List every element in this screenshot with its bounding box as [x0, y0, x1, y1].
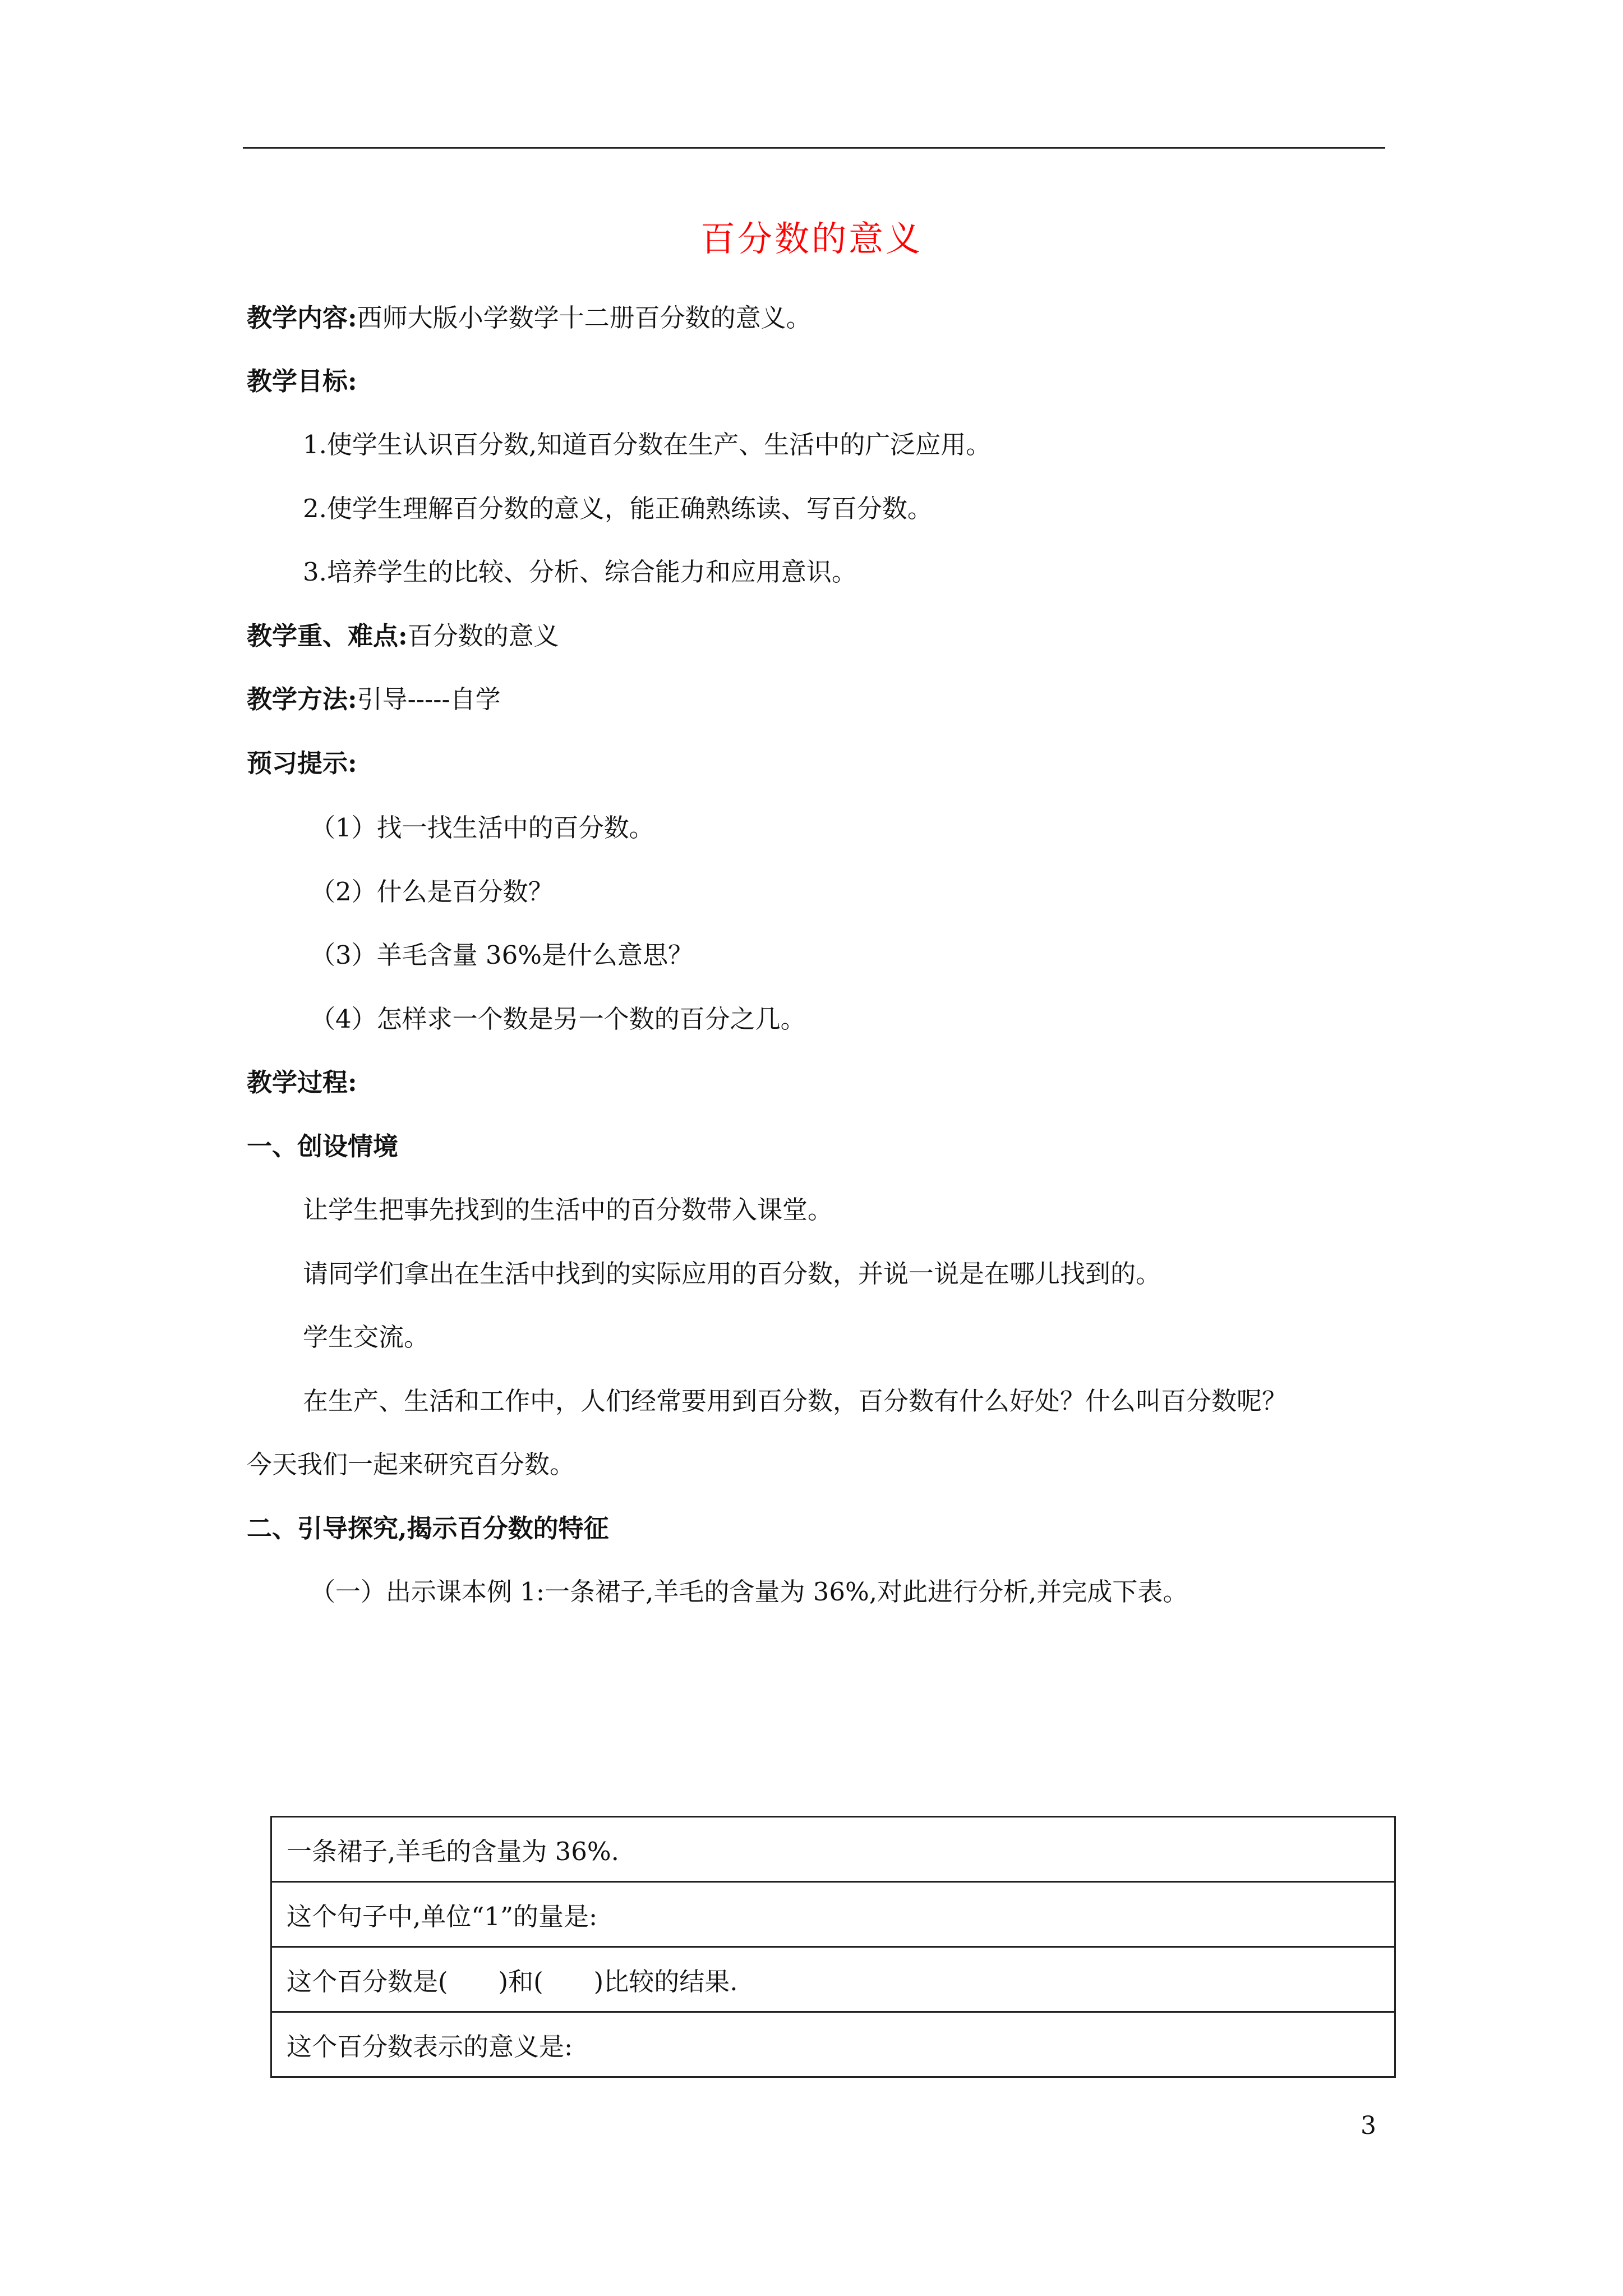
header-rule	[243, 147, 1385, 149]
section-one-paragraph: 请同学们拿出在生活中找到的实际应用的百分数，并说一说是在哪儿找到的。	[303, 1259, 1161, 1289]
table-cell: 这个百分数是( )和( )比较的结果.	[271, 1947, 1395, 2012]
section-one-paragraph: 让学生把事先找到的生活中的百分数带入课堂。	[303, 1195, 833, 1225]
section-two-intro: （一）出示课本例 1:一条裙子,羊毛的含量为 36%,对此进行分析,并完成下表。	[310, 1577, 1188, 1607]
teaching-method-label: 教学方法:	[247, 684, 357, 714]
preview-item: （2）什么是百分数？	[310, 877, 554, 907]
table-cell: 一条裙子,羊毛的含量为 36%.	[271, 1817, 1395, 1882]
table-row	[271, 2012, 1395, 2077]
teaching-process-label: 教学过程:	[247, 1068, 357, 1097]
teaching-content-label: 教学内容:	[247, 303, 357, 333]
teaching-method-text: 引导-----自学	[357, 684, 501, 714]
preview-label: 预习提示:	[247, 748, 357, 778]
preview-item: （1）找一找生活中的百分数。	[310, 813, 654, 843]
key-points-text: 百分数的意义	[407, 621, 559, 651]
goal-item: 2.使学生理解百分数的意义，能正确熟练读、写百分数。	[303, 494, 933, 523]
document-title: 百分数的意义	[700, 218, 923, 259]
preview-item: （4）怎样求一个数是另一个数的百分之几。	[310, 1004, 806, 1034]
table-row	[271, 1882, 1395, 1947]
section-one-paragraph: 学生交流。	[303, 1322, 430, 1352]
goal-item: 1.使学生认识百分数,知道百分数在生产、生活中的广泛应用。	[303, 430, 992, 459]
table-row	[271, 1947, 1395, 2012]
teaching-goals-label: 教学目标:	[247, 366, 357, 396]
teaching-content	[247, 298, 811, 338]
section-one-paragraph: 今天我们一起来研究百分数。	[247, 1450, 575, 1479]
table-cell: 这个句子中,单位“1”的量是:	[271, 1882, 1395, 1947]
section-one-paragraph: 在生产、生活和工作中，人们经常要用到百分数，百分数有什么好处？什么叫百分数呢？	[303, 1386, 1288, 1416]
key-points	[247, 616, 559, 656]
analysis-table	[270, 1816, 1396, 2078]
section-one-heading: 一、创设情境	[247, 1131, 399, 1161]
goal-item: 3.培养学生的比较、分析、综合能力和应用意识。	[303, 557, 857, 587]
page-number: 3	[1361, 2111, 1376, 2140]
key-points-label: 教学重、难点:	[247, 621, 408, 651]
table-row	[271, 1817, 1395, 1882]
teaching-method	[247, 680, 501, 719]
teaching-content-text: 西师大版小学数学十二册百分数的意义。	[357, 303, 811, 333]
preview-item: （3）羊毛含量 36%是什么意思？	[310, 940, 693, 970]
section-two-heading: 二、引导探究,揭示百分数的特征	[247, 1513, 609, 1543]
table-cell: 这个百分数表示的意义是:	[271, 2012, 1395, 2077]
